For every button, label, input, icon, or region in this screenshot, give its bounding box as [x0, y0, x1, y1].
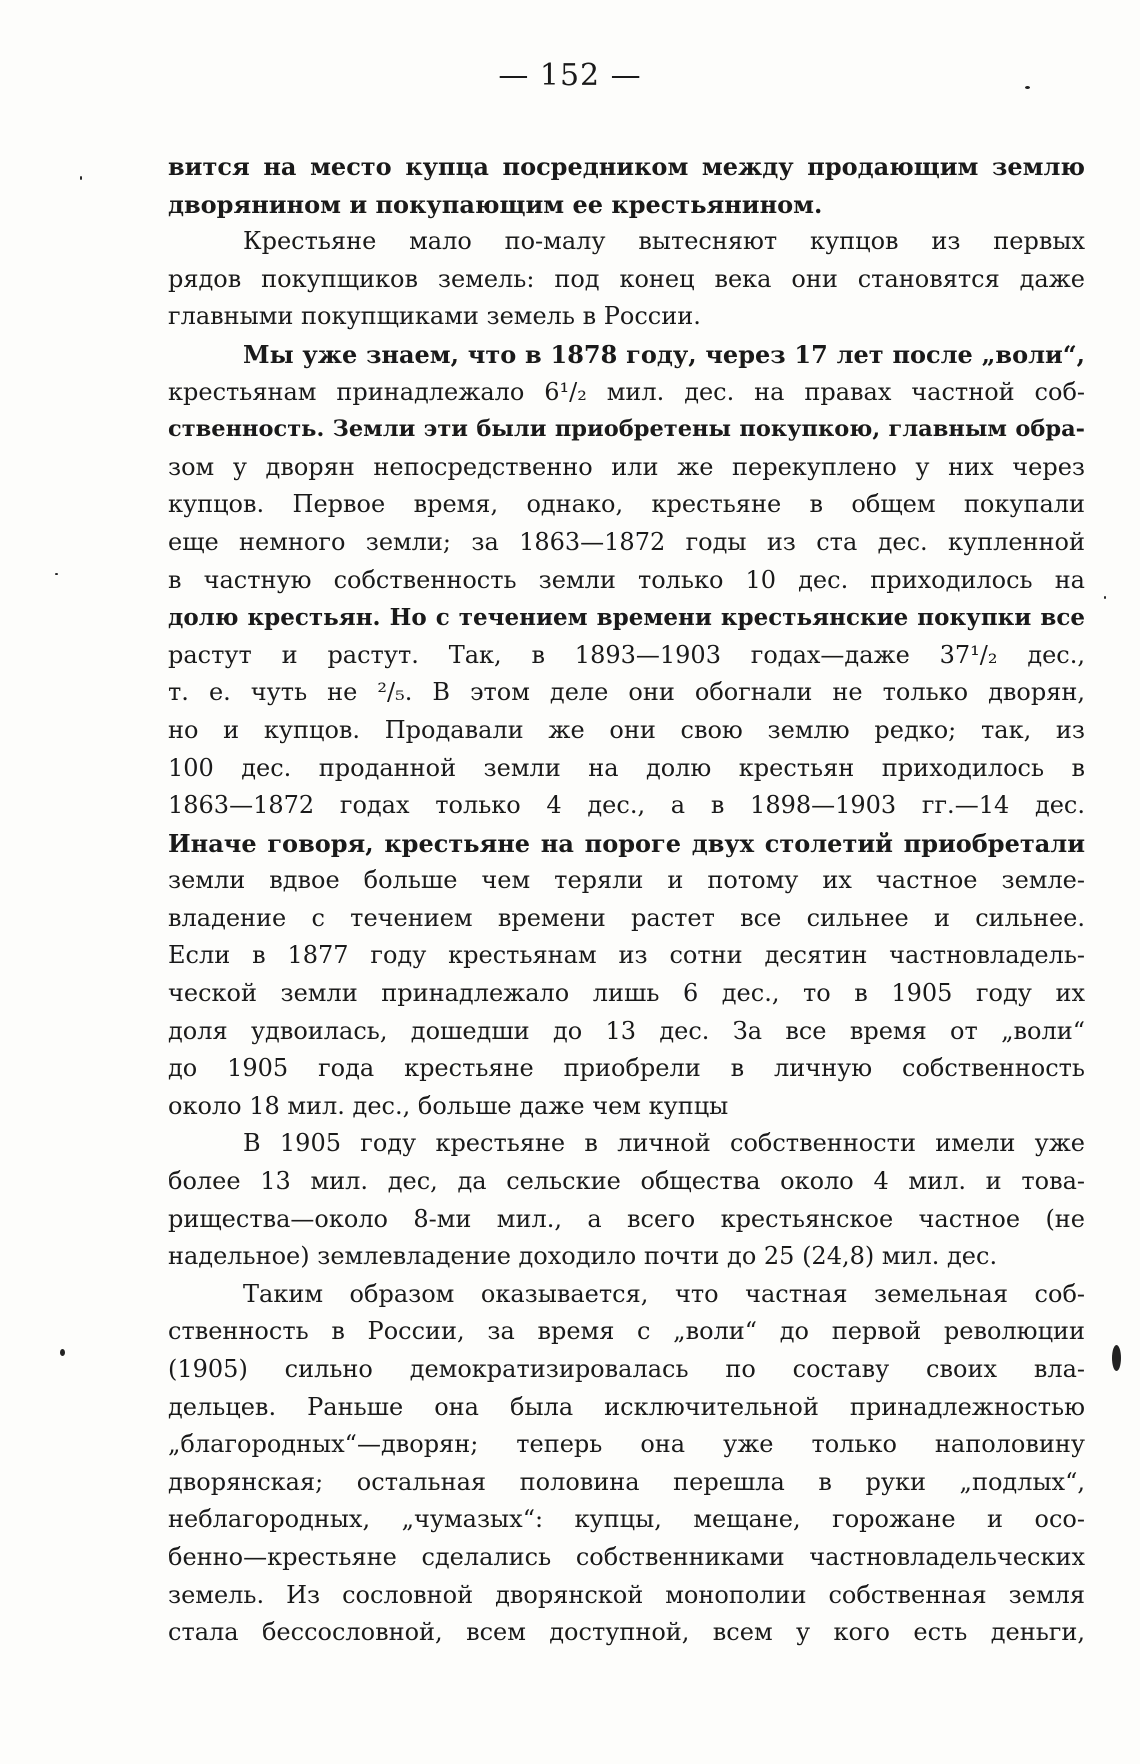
- text-line: дворянином и покупающим ее крестьянином.: [168, 189, 823, 219]
- text-line: до 1905 года крестьяне приобрели в личную собственность: [168, 1054, 1085, 1083]
- text-line: дворянская; остальная половина перешла в руки „подлых“,: [168, 1467, 1085, 1496]
- text-line: вится на место купца посредником между продающим землю: [168, 152, 1085, 181]
- body-text: [168, 148, 1085, 1652]
- text-line: надельное) землевладение доходило почти до 25 (24,8) мил. дес.: [168, 1242, 998, 1271]
- text-line: ственность. Земли эти были приобретены покупкою, главным обра-: [168, 416, 1085, 443]
- text-line: доля удвоилась, дошедши до 13 дес. За все время от „воли“: [168, 1016, 1085, 1045]
- text-line: зом у дворян непосредственно или же перекуплено у них через: [168, 452, 1085, 481]
- text-line: „благородных“—дворян; теперь она уже только наполовину: [168, 1430, 1085, 1459]
- text-line: рядов покупщиков земель: под конец века они становятся даже: [168, 264, 1085, 293]
- text-line: Крестьяне мало по-малу вытесняют купцов из первых: [243, 227, 1085, 256]
- text-line: главными покупщиками земель в России.: [168, 302, 701, 331]
- text-line: ческой земли принадлежало лишь 6 дес., то в 1905 году их: [168, 979, 1085, 1008]
- scan-speck: [1112, 1345, 1121, 1371]
- text-line: еще немного земли; за 1863—1872 годы из ста дес. купленной: [168, 527, 1085, 556]
- text-line: долю крестьян. Но с течением времени крестьянские покупки все: [168, 604, 1085, 632]
- text-line: в частную собственность земли только 10 дес. приходилось на: [168, 565, 1085, 594]
- page-number: — 152 —: [498, 58, 642, 93]
- text-line: т. е. чуть не ²/₅. В этом деле они обогнали не только дворян,: [168, 678, 1085, 707]
- text-line: 100 дес. проданной земли на долю крестьян приходилось в: [168, 753, 1085, 782]
- text-line: дельцев. Раньше она была исключительной принадлежностью: [168, 1392, 1085, 1421]
- text-line: ственность в России, за время с „воли“ до первой революции: [168, 1317, 1085, 1346]
- text-line: неблагородных, „чумазых“: купцы, мещане, горожане и осо-: [168, 1505, 1085, 1534]
- text-line: земель. Из сословной дворянской монополии собственная земля: [168, 1580, 1085, 1609]
- scan-speck: [80, 176, 82, 180]
- text-line: Иначе говоря, крестьяне на пороге двух столетий приобретали: [168, 828, 1085, 858]
- text-line: Мы уже знаем, что в 1878 году, через 17 лет после „воли“,: [243, 339, 1085, 369]
- text-line: 1863—1872 годах только 4 дес., а в 1898—1903 гг.—14 дес.: [168, 791, 1085, 820]
- text-line: более 13 мил. дес, да сельские общества около 4 мил. и това-: [168, 1167, 1085, 1196]
- text-line: но и купцов. Продавали же они свою землю редко; так, из: [168, 715, 1085, 744]
- scan-speck: [60, 1349, 65, 1356]
- text-line: купцов. Первое время, однако, крестьяне в общем покупали: [168, 490, 1085, 519]
- text-line: крестьянам принадлежало 6¹/₂ мил. дес. на правах частной соб-: [168, 377, 1085, 406]
- scan-speck: [55, 573, 58, 575]
- text-line: земли вдвое больше чем теряли и потому их частное земле-: [168, 866, 1085, 895]
- text-line: стала бессословной, всем доступной, всем у кого есть деньги,: [168, 1618, 1085, 1647]
- text-line: владение с течением времени растет все сильнее и сильнее.: [168, 903, 1085, 932]
- text-line: Таким образом оказывается, что частная земельная соб-: [243, 1279, 1085, 1308]
- text-line: растут и растут. Так, в 1893—1903 годах—даже 37¹/₂ дес.,: [168, 640, 1085, 669]
- text-line: около 18 мил. дес., больше даже чем купцы: [168, 1091, 729, 1120]
- text-line: Если в 1877 году крестьянам из сотни десятин частновладель-: [168, 941, 1085, 970]
- scan-speck: [1104, 596, 1106, 599]
- text-line: В 1905 году крестьяне в личной собственности имели уже: [243, 1129, 1085, 1158]
- text-line: (1905) сильно демократизировалась по составу своих вла-: [168, 1355, 1085, 1383]
- scan-speck: [1025, 86, 1030, 89]
- text-line: бенно—крестьяне сделались собственниками частновладельческих: [168, 1542, 1085, 1571]
- text-line: рищества—около 8-ми мил., а всего крестьянское частное (не: [168, 1204, 1085, 1233]
